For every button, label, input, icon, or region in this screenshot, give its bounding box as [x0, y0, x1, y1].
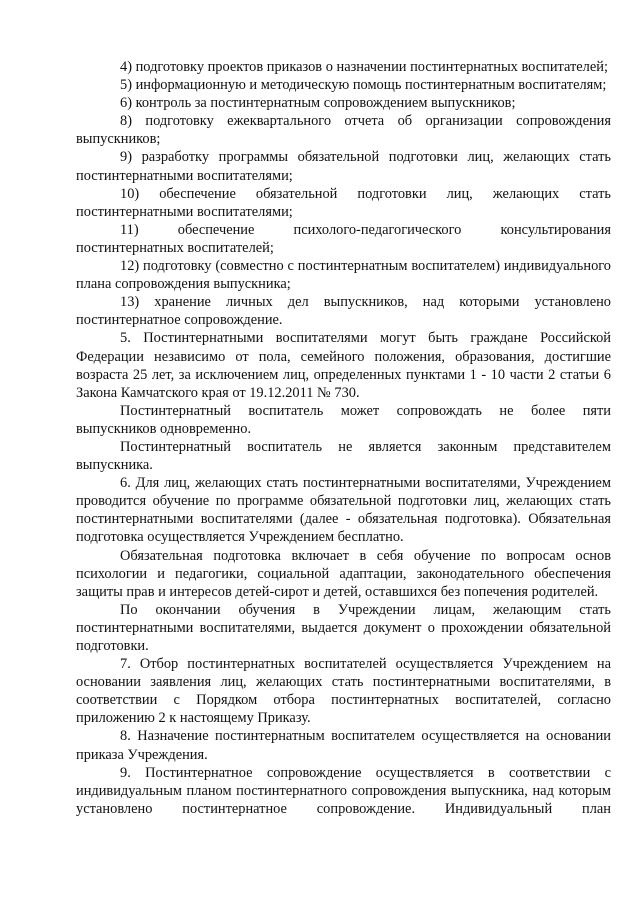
paragraph-clause-9: 9. Постинтернатное сопровождение осуществляется в соответствии с индивидуальным планом постинтернатного сопровождения выпускника, над которым установлено постинтернатное сопровождение. Индивидуальный план — [76, 764, 611, 817]
paragraph-item-10: 10) обеспечение обязательной подготовки лиц, желающих стать постинтернатными воспитателями; — [76, 185, 611, 220]
paragraph-clause-5: 5. Постинтернатными воспитателями могут быть граждане Российской Федерации независимо от пола, семейного положения, образования, достигшие возраста 25 лет, за исключением лиц, определенных пунктами 1 - 10 части 2 статьи 6 Закона Камчатского края от 19.12.2011 № 730. — [76, 330, 611, 401]
paragraph-item-12: 12) подготовку (совместно с постинтернатным воспитателем) индивидуального плана сопровождения выпускника; — [76, 258, 611, 293]
document-body — [76, 58, 611, 818]
paragraph-clause-7: 7. Отбор постинтернатных воспитателей осуществляется Учреждением на основании заявления лиц, желающих стать постинтернатными воспитателями, в соответствии с Порядком отбора постинтернатных воспитателей, согласно приложению 2 к настоящему Приказу. — [76, 656, 611, 727]
paragraph-not-legal-rep: Постинтернатный воспитатель не является законным представителем выпускника. — [76, 438, 611, 474]
paragraph-item-6: 6) контроль за постинтернатным сопровождением выпускников; — [120, 95, 516, 112]
paragraph-item-4: 4) подготовку проектов приказов о назначении постинтернатных воспитателей; — [120, 59, 608, 75]
paragraph-clause-8: 8. Назначение постинтернатным воспитателем осуществляется на основании приказа Учреждения. — [76, 728, 611, 763]
paragraph-item-11: 11) обеспечение психолого-педагогического консультирования постинтернатных воспитателей; — [76, 221, 611, 256]
paragraph-item-9: 9) разработку программы обязательной подготовки лиц, желающих стать постинтернатными воспитателями; — [76, 149, 611, 184]
paragraph-training-content: Обязательная подготовка включает в себя обучение по вопросам основ психологии и педагогики, социальной адаптации, законодательного обеспечения защиты прав и интересов детей-сирот и детей, оставшихся без попечения родителей. — [76, 547, 611, 600]
paragraph-item-8: 8) подготовку ежеквартального отчета об организации сопровождения выпускников; — [76, 113, 611, 148]
paragraph-clause-6: 6. Для лиц, желающих стать постинтернатными воспитателями, Учреждением проводится обучение по программе обязательной подготовки лиц, желающих стать постинтернатными воспитателями (далее - обязательная подготовка). Обязательная подготовка осуществляется Учреждением бесплатно. — [76, 475, 611, 546]
paragraph-item-5: 5) информационную и методическую помощь постинтернатным воспитателям; — [120, 77, 607, 94]
paragraph-training-certificate: По окончании обучения в Учреждении лицам, желающим стать постинтернатными воспитателями, выдается документ о прохождении обязательной подготовки. — [76, 601, 611, 654]
paragraph-max-graduates: Постинтернатный воспитатель может сопровождать не более пяти выпускников одновременно. — [76, 402, 611, 437]
paragraph-item-13: 13) хранение личных дел выпускников, над которыми установлено постинтернатное сопровождение. — [76, 294, 611, 329]
